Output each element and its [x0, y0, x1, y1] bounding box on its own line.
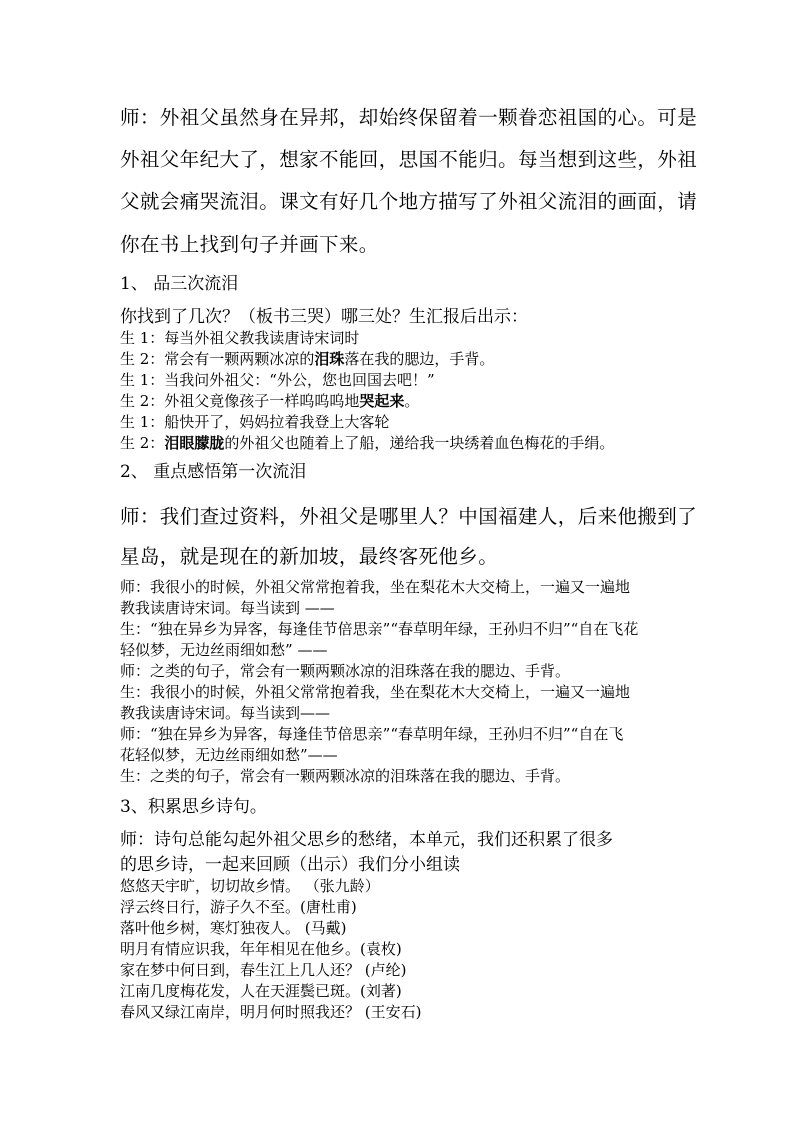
dialogue-line: 生 1：当我问外祖父：“外公，您也回国去吧！” [120, 371, 435, 389]
section-3-heading: 3、积累思乡诗句。 [120, 797, 267, 817]
poem-line: 家在梦中何日到，春生江上几人还？ (卢纶) [120, 961, 407, 979]
dialogue-line: 花轻似梦，无边丝雨细如愁”—— [120, 746, 338, 764]
section-2-teacher-line-2: 星岛，就是现在的新加坡，最终客死他乡。 [120, 545, 499, 568]
section-1-heading: 1、 品三次流泪 [120, 274, 239, 294]
poem-line: 春风又绿江南岸，明月何时照我还？ (王安石) [120, 1003, 422, 1021]
dialogue-line: 生 1：每当外祖父教我读唐诗宋词时 [120, 329, 360, 347]
poem-line: 悠悠天宇旷，切切故乡情。 （张九龄） [120, 877, 380, 895]
section-3-teacher-line-2: 的思乡诗，一起来回顾（出示）我们分小组读 [120, 855, 460, 875]
intro-line-4: 你在书上找到句子并画下来。 [120, 233, 379, 256]
dialogue-line: 生：我很小的时候，外祖父常常抱着我，坐在梨花木大交椅上，一遍又一遍地 [120, 683, 631, 701]
poem-line: 浮云终日行，游子久不至。(唐杜甫) [120, 898, 357, 916]
dialogue-line: 生 2：常会有一颗两颗冰凉的泪珠落在我的腮边，手背。 [120, 350, 495, 368]
dialogue-line: 教我读唐诗宋词。每当读到—— [120, 704, 331, 722]
intro-line-2: 外祖父年纪大了，想家不能回，思国不能归。每当想到这些，外祖 [120, 148, 698, 171]
dialogue-line: 轻似梦，无边丝雨细如愁” —— [120, 641, 328, 659]
intro-line-3: 父就会痛哭流泪。课文有好几个地方描写了外祖父流泪的画面，请 [120, 190, 698, 213]
dialogue-line: 教我读唐诗宋词。每当读到 —— [120, 599, 335, 617]
intro-line-1: 师：外祖父虽然身在异邦，却始终保留着一颗眷恋祖国的心。可是 [120, 106, 698, 129]
dialogue-line: 生 2：外祖父竟像孩子一样呜呜呜地哭起来。 [120, 392, 420, 410]
section-2-heading: 2、 重点感悟第一次流泪 [120, 462, 307, 482]
section-3-teacher-line-1: 师：诗句总能勾起外祖父思乡的愁绪，本单元，我们还积累了很多 [120, 830, 613, 850]
poem-line: 落叶他乡树，寒灯独夜人。 (马戴) [120, 919, 347, 937]
dialogue-line: 师：“独在异乡为异客，每逢佳节倍思亲”“春草明年绿，王孙归不归”“自在飞 [120, 725, 624, 743]
dialogue-line: 生：“独在异乡为异客，每逢佳节倍思亲”“春草明年绿，王孙归不归”“自在飞花 [120, 620, 639, 638]
dialogue-line: 师：我很小的时候，外祖父常常抱着我，坐在梨花木大交椅上，一遍又一遍地 [120, 578, 631, 596]
dialogue-line: 师：之类的句子，常会有一颗两颗冰凉的泪珠落在我的腮边、手背。 [120, 662, 571, 680]
poem-line: 江南几度梅花发，人在天涯鬓已斑。(刘著) [120, 982, 402, 1000]
dialogue-line: 生：之类的句子，常会有一颗两颗冰凉的泪珠落在我的腮边、手背。 [120, 767, 571, 785]
poem-line: 明月有情应识我，年年相见在他乡。(袁枚) [120, 940, 402, 958]
dialogue-line: 生 2：泪眼朦胧的外祖父也随着上了船，递给我一块绣着血色梅花的手绢。 [120, 434, 615, 452]
dialogue-line: 生 1：船快开了，妈妈拉着我登上大客轮 [120, 413, 390, 431]
section-2-teacher-line-1: 师：我们查过资料，外祖父是哪里人？中国福建人，后来他搬到了 [120, 505, 698, 528]
section-1-question: 你找到了几次？（板书三哭）哪三处？生汇报后出示： [120, 307, 528, 327]
